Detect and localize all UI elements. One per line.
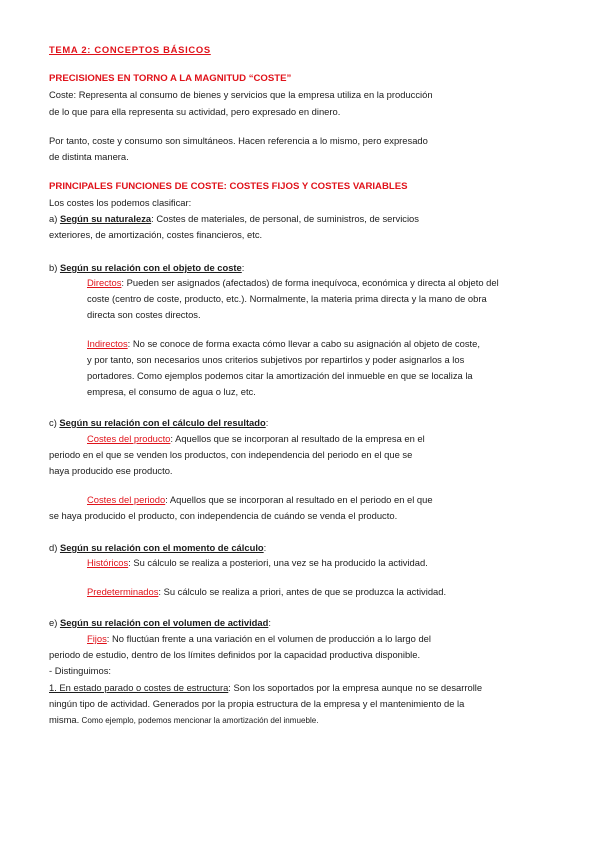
section-heading-coste: PRECISIONES EN TORNO A LA MAGNITUD “COSTE” xyxy=(49,73,292,84)
paragraph-line: portadores. Como ejemplos podemos citar la amortización del inmueble en que se localiza la xyxy=(87,370,473,381)
item-a-label: Según su naturaleza xyxy=(59,213,152,224)
paragraph-line: de distinta manera. xyxy=(49,151,129,162)
item-e-label: Según su relación con el volumen de actividad xyxy=(59,617,269,628)
term-label: Directos xyxy=(87,277,122,288)
term-costes-producto xyxy=(87,433,425,445)
term-text: : Su cálculo se realiza a priori, antes de que se produzca la actividad. xyxy=(158,586,447,597)
colon: : xyxy=(265,417,269,428)
term-directos xyxy=(87,277,499,289)
list-item-estructura xyxy=(49,682,482,694)
paragraph-line: periodo de estudio, dentro de los límites definidos por la capacidad productiva disponible. xyxy=(49,649,421,660)
paragraph-line: empresa, el consumo de agua o luz, etc. xyxy=(87,386,256,397)
paragraph-line: se haya producido el producto, con independencia de cuándo se venda el producto. xyxy=(49,510,398,521)
term-label: Históricos xyxy=(87,557,129,568)
term-indirectos xyxy=(87,338,480,350)
term-fijos xyxy=(87,633,431,645)
paragraph-line: y por tanto, son necesarios unos criterios subjetivos por repartirlos y poder asignarlos a los xyxy=(87,354,465,365)
item-prefix: e) xyxy=(49,617,60,628)
item-prefix: d) xyxy=(49,542,60,553)
item-prefix: a) xyxy=(49,213,60,224)
item-a xyxy=(49,213,419,225)
paragraph-line: directa son costes directos. xyxy=(87,309,201,320)
paragraph-line: ningún tipo de actividad. Generados por la propia estructura de la empresa y el mantenimiento de la xyxy=(49,698,465,709)
item-d xyxy=(49,542,266,554)
term-text: : Su cálculo se realiza a posteriori, una vez se ha producido la actividad. xyxy=(128,557,428,568)
paragraph-line: - Distinguimos: xyxy=(49,665,111,676)
item-prefix: b) xyxy=(49,262,60,273)
item-prefix: c) xyxy=(49,417,60,428)
term-text: : No se conoce de forma exacta cómo llevar a cabo su asignación al objeto de coste, xyxy=(127,338,480,349)
page-title: TEMA 2: CONCEPTOS BÁSICOS xyxy=(49,44,211,55)
item-c xyxy=(49,417,268,429)
paragraph-line: coste (centro de coste, producto, etc.). Normalmente, la materia prima directa y la mano de obra xyxy=(87,293,487,304)
paragraph-line xyxy=(49,714,319,727)
term-costes-periodo xyxy=(87,494,433,506)
item-d-label: Según su relación con el momento de cálculo xyxy=(59,542,264,553)
term-label: Predeterminados xyxy=(87,586,159,597)
colon: : xyxy=(268,617,271,628)
term-predeterminados xyxy=(87,586,446,598)
item-e xyxy=(49,617,271,629)
section-heading-funciones: PRINCIPALES FUNCIONES DE COSTE: COSTES FIJOS Y COSTES VARIABLES xyxy=(49,181,408,192)
line-text: misma. xyxy=(49,714,80,725)
example-note: Como ejemplo, podemos mencionar la amortización del inmueble. xyxy=(79,716,319,725)
item-a-text: : Costes de materiales, de personal, de suministros, de servicios xyxy=(151,213,419,224)
colon: : xyxy=(241,262,245,273)
list-item-text: : Son los soportados por la empresa aunque no se desarrolle xyxy=(228,682,483,693)
term-label: Fijos xyxy=(87,633,107,644)
item-b-label: Según su relación con el objeto de coste xyxy=(59,262,242,273)
paragraph-line: periodo en el que se venden los productos, con independencia del periodo en el que se xyxy=(49,449,413,460)
paragraph-line: Los costes los podemos clasificar: xyxy=(49,197,192,208)
term-text: : No fluctúan frente a una variación en el volumen de producción a lo largo del xyxy=(106,633,431,644)
colon: : xyxy=(263,542,267,553)
term-text: : Aquellos que se incorporan al resultado de la empresa en el xyxy=(170,433,425,444)
term-label: Indirectos xyxy=(87,338,128,349)
paragraph-line: haya producido ese producto. xyxy=(49,465,173,476)
paragraph-line: de lo que para ella representa su actividad, pero expresado en dinero. xyxy=(49,106,341,117)
item-b xyxy=(49,262,244,274)
item-c-label: Según su relación con el cálculo del resultado xyxy=(59,417,266,428)
term-historicos xyxy=(87,557,428,569)
term-label: Costes del periodo xyxy=(87,494,166,505)
paragraph-line: exteriores, de amortización, costes financieros, etc. xyxy=(49,229,263,240)
term-text: : Pueden ser asignados (afectados) de forma inequívoca, económica y directa al objeto del xyxy=(121,277,499,288)
paragraph-line: Por tanto, coste y consumo son simultáneos. Hacen referencia a lo mismo, pero expresado xyxy=(49,135,428,146)
term-text: : Aquellos que se incorporan al resultado en el periodo en el que xyxy=(165,494,433,505)
paragraph-line: Coste: Representa al consumo de bienes y servicios que la empresa utiliza en la producción xyxy=(49,89,433,100)
term-label: Costes del producto xyxy=(87,433,171,444)
list-item-label: 1. En estado parado o costes de estructura xyxy=(49,682,229,693)
